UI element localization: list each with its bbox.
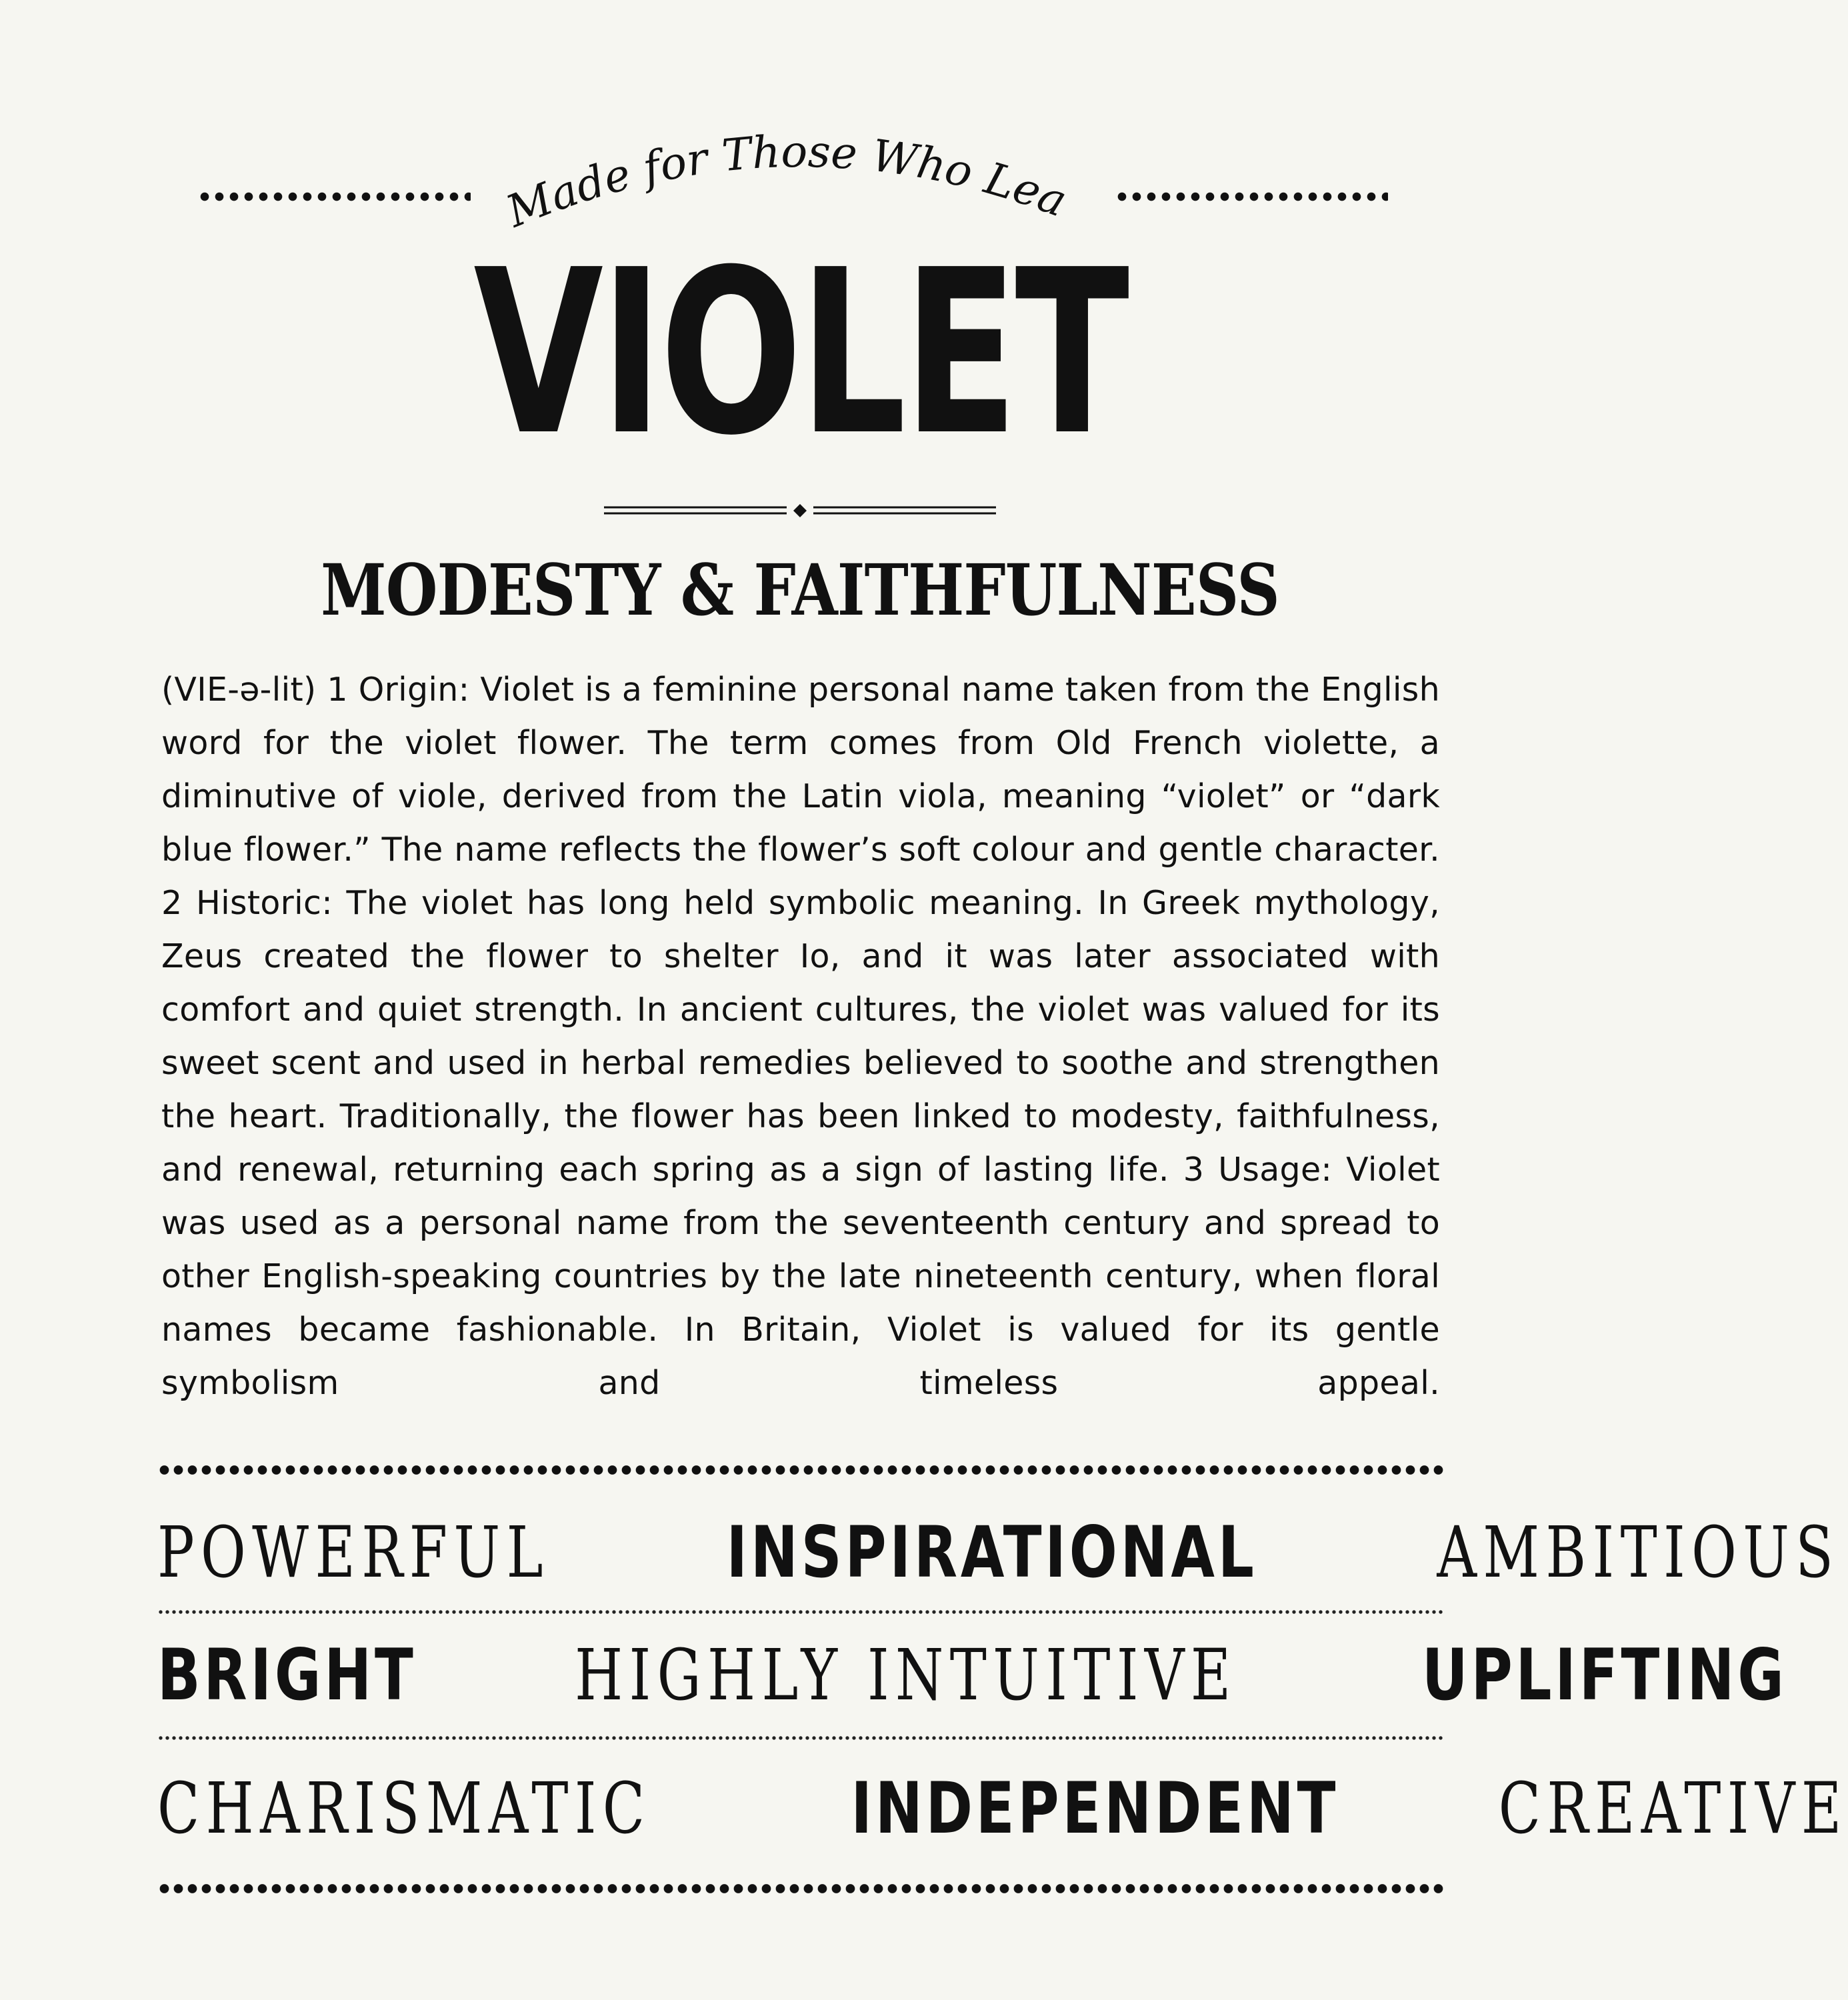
subtitle: MODESTY & FAITHFULNESS	[321, 548, 1279, 631]
trait-word: BRIGHT	[157, 1634, 417, 1716]
trait-word: AMBITIOUS	[1437, 1511, 1840, 1593]
trait-row-2	[157, 1632, 1787, 1719]
tagline-dotted-rule-right	[1115, 192, 1388, 201]
tagline-text: Made for Those Who Lead	[452, 59, 1074, 238]
trait-word: HIGHLY INTUITIVE	[575, 1634, 1237, 1716]
dotted-rule-top	[157, 1464, 1445, 1476]
dotted-rule-small-1	[157, 1609, 1445, 1615]
ornament-divider	[600, 499, 1000, 523]
trait-row-3	[157, 1765, 1848, 1852]
trait-word: UPLIFTING	[1421, 1634, 1787, 1716]
trait-word: INSPIRATIONAL	[726, 1511, 1257, 1593]
dotted-rule-bottom	[157, 1883, 1445, 1895]
tagline-dotted-rule-left	[197, 192, 471, 201]
svg-text:Made for Those Who Lead	[453, 59, 1073, 237]
name-description: (VIE-ə-lit) 1 Origin: Violet is a feminine personal name taken from the English word for the violet flower. The term comes from Old French violette, a diminutive of viole, derived from the Latin viola, meaning “violet” or “dark blue flower.” The name reflects the flower’s soft colour and gentle character. 2 Historic: The violet has long held symbolic meaning. In Greek mythology, Zeus created the flower to shelter Io, and it was later associated with comfort and quiet strength. In ancient cultures, the violet was valued for its sweet scent and used in herbal remedies believed to soothe and strengthen the heart. Traditionally, the flower has been linked to modesty, faithfulness, and renewal, returning each spring as a sign of lasting life. 3 Usage: Violet was used as a personal name from the seventeenth century and spread to other English-speaking countries by the late nineteenth century, when floral names became fashionable. In Britain, Violet is valued for its gentle symbolism and timeless appeal.	[161, 671, 1440, 1402]
trait-row-1	[157, 1509, 1840, 1596]
dotted-rule-small-2	[157, 1735, 1445, 1741]
trait-word: CREATIVE	[1498, 1767, 1848, 1849]
trait-word: CHARISMATIC	[157, 1767, 651, 1849]
name-title: VIOLET	[473, 221, 1127, 485]
tagline	[452, 59, 1133, 238]
trait-word: INDEPENDENT	[851, 1767, 1339, 1849]
diamond-icon	[793, 504, 807, 517]
trait-word: POWERFUL	[157, 1511, 549, 1593]
